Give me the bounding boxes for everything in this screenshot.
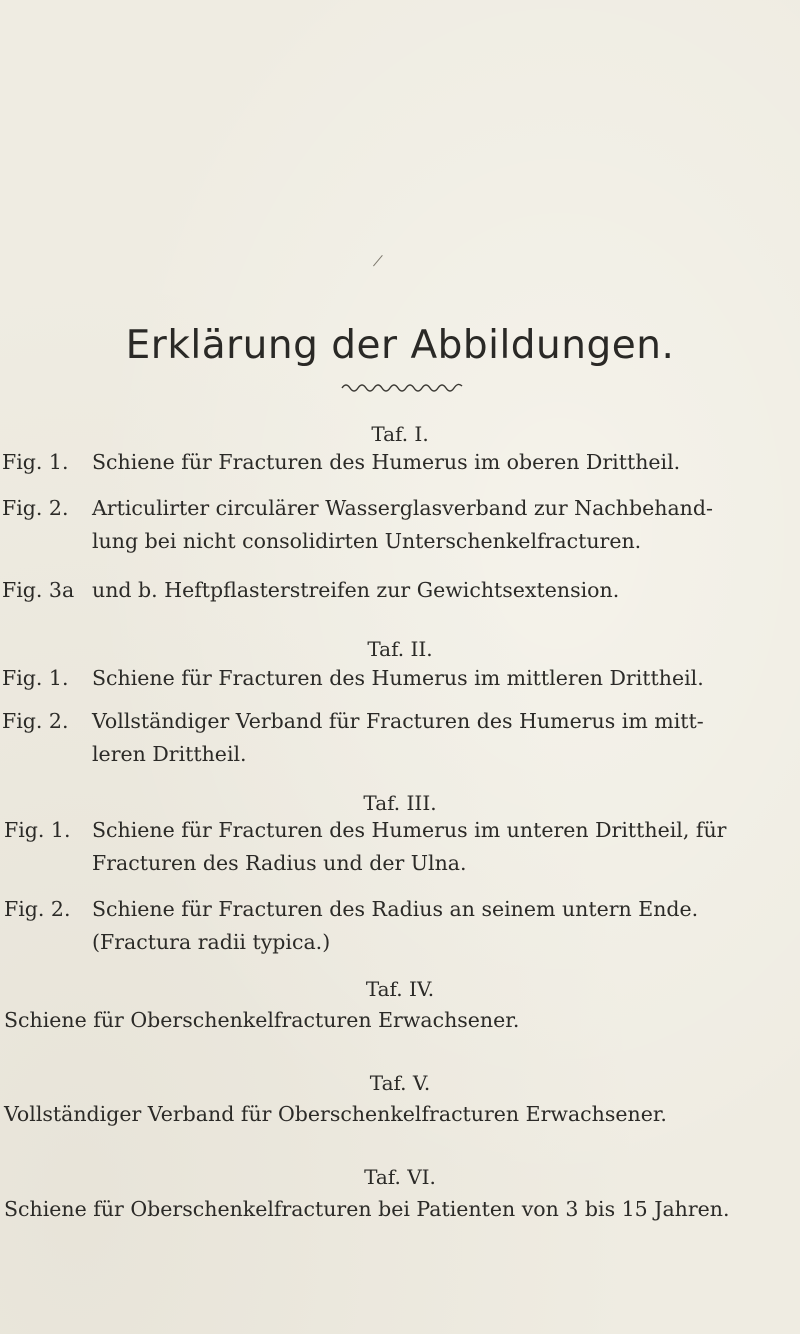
figure-caption-line: (Fractura radii typica.)	[92, 930, 331, 954]
wavy-rule-ornament	[340, 380, 464, 392]
plate-heading: Taf. III.	[363, 791, 437, 815]
plate-description: Vollständiger Verband für Oberschenkelfracturen Erwachsener.	[4, 1102, 667, 1126]
plate-heading: Taf. V.	[369, 1071, 431, 1095]
plate-description: Schiene für Oberschenkelfracturen bei Patienten von 3 bis 15 Jahren.	[4, 1197, 730, 1221]
plate-heading: Taf. I.	[371, 422, 429, 446]
figure-caption-line: Fracturen des Radius und der Ulna.	[92, 851, 467, 875]
figure-label: Fig. 2.	[2, 709, 69, 733]
figure-label: Fig. 3a	[2, 578, 75, 602]
stray-pen-mark	[373, 255, 383, 266]
plate-description: Schiene für Oberschenkelfracturen Erwachsener.	[4, 1008, 520, 1032]
figure-caption: Schiene für Fracturen des Humerus im oberen Drittheil.	[92, 450, 681, 474]
figure-caption: und b. Heftpflasterstreifen zur Gewichtsextension.	[92, 578, 620, 602]
plate-heading: Taf. VI.	[364, 1165, 436, 1189]
figure-label: Fig. 1.	[4, 818, 71, 842]
figure-caption-line: Schiene für Fracturen des Humerus im unteren Drittheil, für	[92, 818, 727, 842]
figure-caption-line: Vollständiger Verband für Fracturen des Humerus im mitt-	[92, 709, 704, 733]
page-title: Erklärung der Abbildungen.	[125, 323, 675, 368]
figure-label: Fig. 1.	[2, 450, 69, 474]
figure-caption-line: leren Drittheil.	[92, 742, 247, 766]
figure-caption-line: Schiene für Fracturen des Radius an seinem untern Ende.	[92, 897, 699, 921]
figure-caption-line: lung bei nicht consolidirten Unterschenkelfracturen.	[92, 529, 642, 553]
figure-label: Fig. 2.	[4, 897, 71, 921]
figure-label: Fig. 2.	[2, 496, 69, 520]
plate-heading: Taf. II.	[367, 637, 433, 661]
figure-label: Fig. 1.	[2, 666, 69, 690]
plate-heading: Taf. IV.	[365, 977, 435, 1001]
figure-caption: Schiene für Fracturen des Humerus im mittleren Drittheil.	[92, 666, 704, 690]
figure-caption-line: Articulirter circulärer Wasserglasverband zur Nachbehand-	[92, 496, 713, 520]
